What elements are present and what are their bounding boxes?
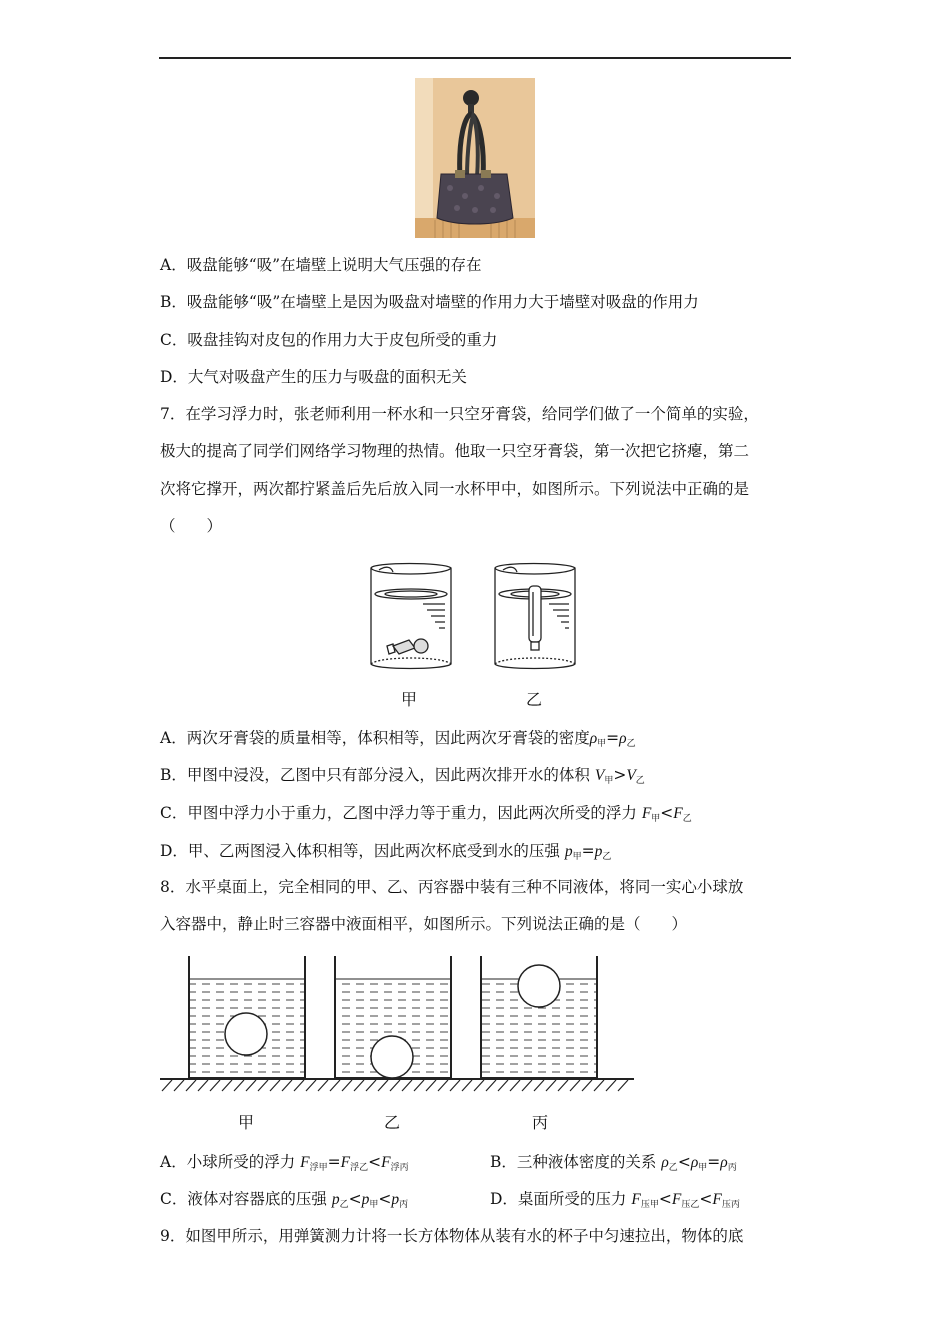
q8-option-d[interactable]: D．桌面所受的压力 $F_{压甲}<F_{压乙}<F_{压丙}$ <box>490 1190 740 1210</box>
q7-option-b[interactable]: B．甲图中浸没，乙图中只有部分浸入，因此两次排开水的体积 $V_甲>V_乙$ <box>160 766 645 786</box>
q7-option-c[interactable]: C．甲图中浮力小于重力，乙图中浮力等于重力，因此两次所受的浮力 $F_甲<F_乙$ <box>160 804 692 824</box>
handbag-suction-hook-photo <box>415 78 535 238</box>
q7-stem-line-3: 次将它撑开，两次都拧紧盖后先后放入同一水杯甲中，如图所示。下列说法中正确的是 <box>160 480 750 498</box>
q7-option-a[interactable]: A．两次牙膏袋的质量相等，体积相等，因此两次牙膏袋的密度$\rho_甲=\rho_乙$ <box>160 729 636 749</box>
q7-stem-line-4: （ ） <box>160 517 223 535</box>
q8-containers-figure <box>158 948 638 1136</box>
q8-option-a[interactable]: A．小球所受的浮力 $F_{浮甲}=F_{浮乙}<F_{浮丙}$ <box>160 1153 409 1173</box>
q8-fig-label-bing: 丙 <box>532 1113 549 1132</box>
q7-option-d[interactable]: D．甲、乙两图浸入体积相等，因此两次杯底受到水的压强 $p_甲=p_乙$ <box>160 842 612 862</box>
q8-option-c[interactable]: C．液体对容器底的压强 $p_乙<p_甲<p_丙$ <box>160 1190 409 1210</box>
q7-fig-label-yi: 乙 <box>526 690 543 709</box>
q7-stem-line-2: 极大的提高了同学们网络学习物理的热情。他取一只空牙膏袋，第一次把它挤瘪，第二 <box>160 442 750 460</box>
q8-stem-line-1: 8．水平桌面上，完全相同的甲、乙、丙容器中装有三种不同液体，将同一实心小球放 <box>160 878 744 896</box>
q9-stem: 9．如图甲所示，用弹簧测力计将一长方体物体从装有水的杯子中匀速拉出，物体的底 <box>160 1227 744 1245</box>
q6-option-b[interactable]: B．吸盘能够“吸”在墙壁上是因为吸盘对墙壁的作用力大于墙壁对吸盘的作用力 <box>160 293 699 311</box>
header-rule <box>159 57 791 59</box>
q6-option-c[interactable]: C．吸盘挂钩对皮包的作用力大于皮包所受的重力 <box>160 331 498 349</box>
q8-stem-line-2: 入容器中，静止时三容器中液面相平，如图所示。下列说法正确的是（ ） <box>160 915 688 933</box>
q7-beakers-figure <box>365 560 585 710</box>
q6-option-d[interactable]: D．大气对吸盘产生的压力与吸盘的面积无关 <box>160 368 467 386</box>
q8-option-b[interactable]: B．三种液体密度的关系 $\rho_乙<\rho_甲=\rho_丙$ <box>490 1153 737 1173</box>
q7-stem-line-1: 7．在学习浮力时，张老师利用一杯水和一只空牙膏袋，给同学们做了一个简单的实验， <box>160 405 759 423</box>
q8-fig-label-jia: 甲 <box>238 1113 255 1132</box>
q7-fig-label-jia: 甲 <box>401 690 418 709</box>
q8-fig-label-yi: 乙 <box>384 1113 401 1132</box>
q6-option-a[interactable]: A．吸盘能够“吸”在墙壁上说明大气压强的存在 <box>160 256 482 274</box>
